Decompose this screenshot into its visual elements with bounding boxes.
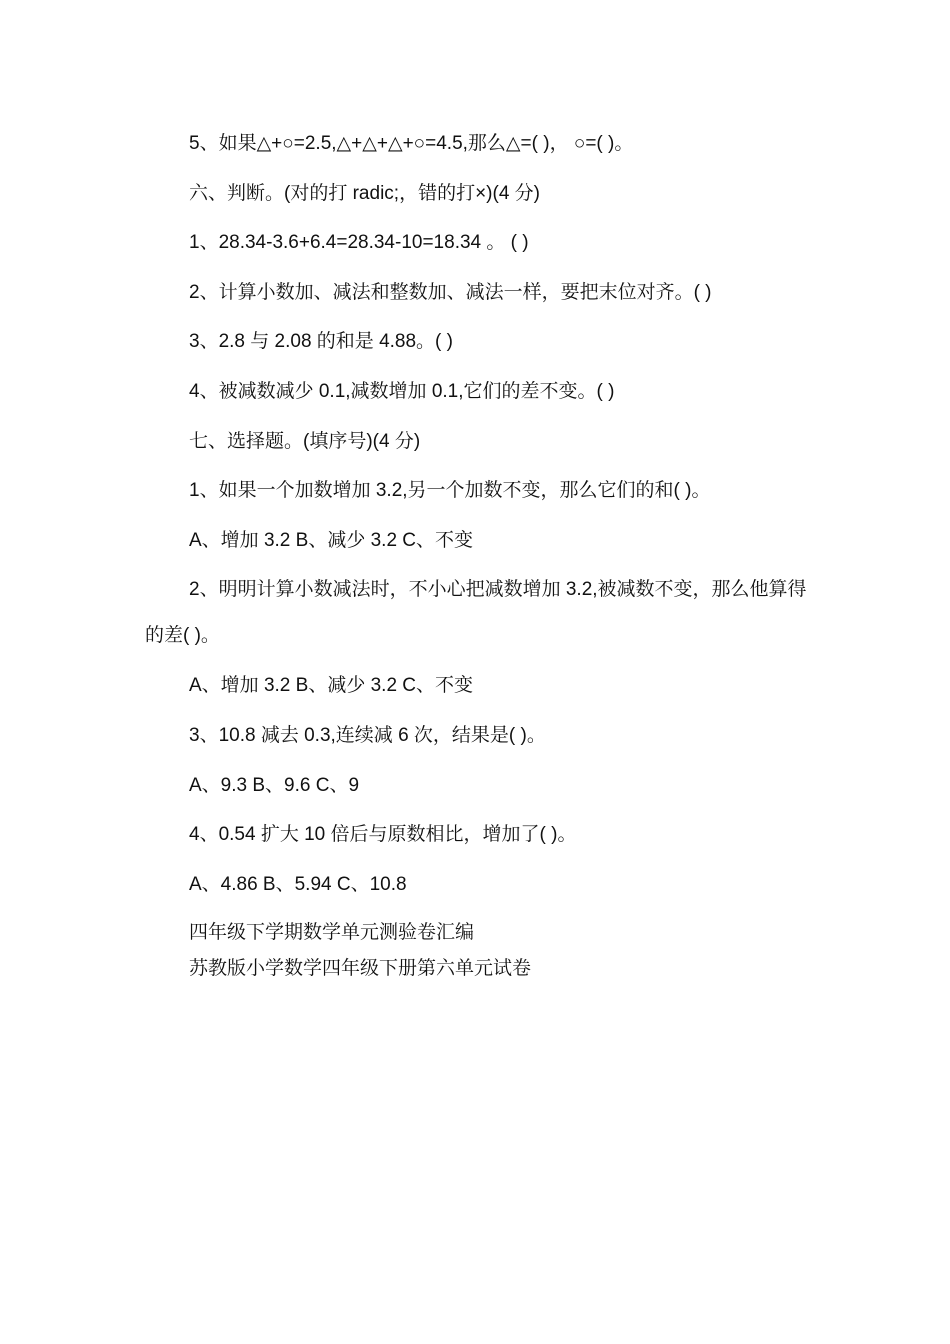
related-title-2: 苏教版小学数学四年级下册第六单元试卷 <box>189 958 532 980</box>
choice-question-1-options: A、增加 3.2 B、减少 3.2 C、不变 <box>189 529 474 551</box>
choice-question-4-options: A、4.86 B、5.94 C、10.8 <box>189 873 407 895</box>
section-7-heading: 七、选择题。(填序号)(4 分) <box>189 430 421 452</box>
question-5-triangle-circle: 5、如果△+○=2.5,△+△+△+○=4.5,那么△=( )， ○=( )。 <box>189 133 634 154</box>
document-body <box>145 119 810 987</box>
judge-question-1: 1、28.34-3.6+6.4=28.34-10=18.34 。 ( ) <box>189 232 529 254</box>
section-6-heading: 六、判断。(对的打 radic;，错的打×)(4 分) <box>189 182 540 204</box>
judge-question-2: 2、计算小数加、减法和整数加、减法一样，要把末位对齐。( ) <box>189 281 712 303</box>
related-title-1: 四年级下学期数学单元测验卷汇编 <box>189 922 475 944</box>
choice-question-2-options: A、增加 3.2 B、减少 3.2 C、不变 <box>189 675 474 697</box>
choice-question-3-options: A、9.3 B、9.6 C、9 <box>189 774 360 796</box>
judge-question-4: 4、被减数减少 0.1,减数增加 0.1,它们的差不变。( ) <box>189 380 615 402</box>
judge-question-3: 3、2.8 与 2.08 的和是 4.88。( ) <box>189 331 453 353</box>
choice-question-1: 1、如果一个加数增加 3.2,另一个加数不变，那么它们的和( )。 <box>189 480 711 502</box>
choice-question-3: 3、10.8 减去 0.3,连续减 6 次，结果是( )。 <box>189 724 546 746</box>
choice-question-4: 4、0.54 扩大 10 倍后与原数相比，增加了( )。 <box>189 824 577 846</box>
choice-question-2: 2、明明计算小数减法时，不小心把减数增加 3.2,被减数不变，那么他算得的差( )。 <box>145 579 807 647</box>
